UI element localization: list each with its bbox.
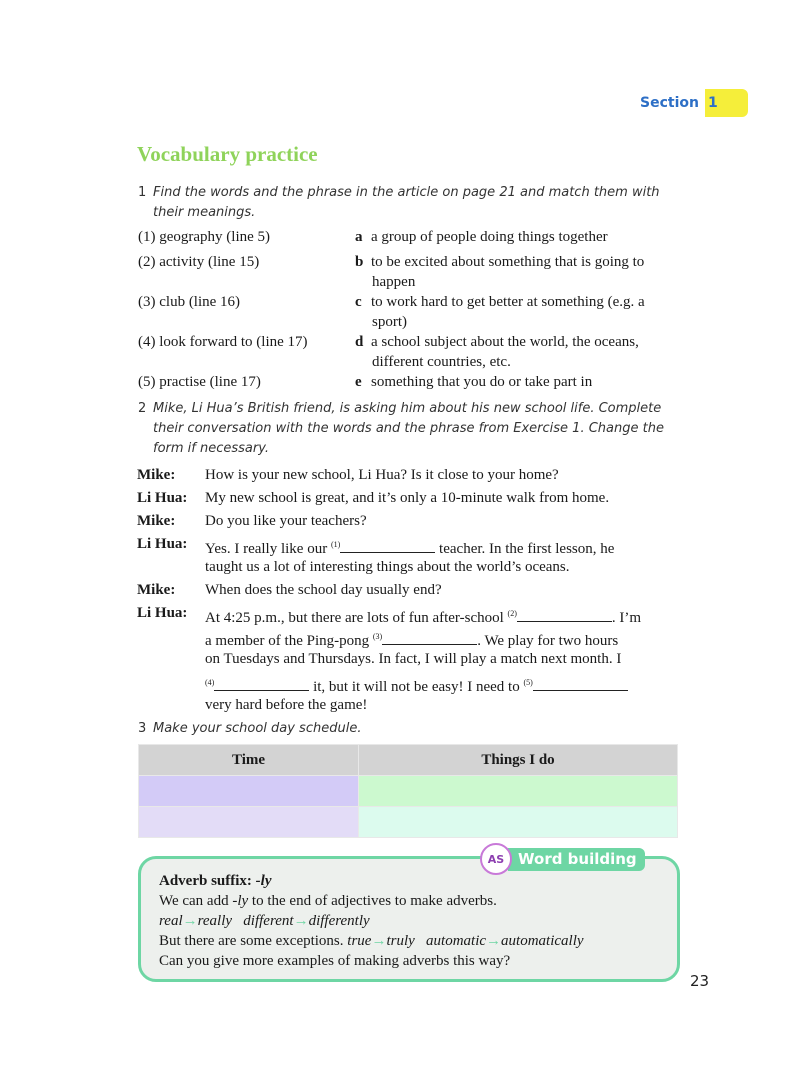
- exercise-1-number: 1: [138, 185, 147, 200]
- blank-3[interactable]: [382, 630, 477, 645]
- word-building-icon: AS: [480, 843, 512, 875]
- match-left-item: (4) look forward to (line 17): [138, 334, 308, 350]
- column-header-time: Time: [139, 745, 359, 776]
- blank-2[interactable]: [517, 607, 612, 622]
- match-letter: e: [355, 374, 362, 390]
- heading-text: Adverb suffix:: [159, 873, 256, 889]
- word-building-question: Can you give more examples of making adverbs this way?: [159, 953, 511, 969]
- dialogue-segment: Yes. I really like our: [205, 541, 331, 557]
- heading-suffix: -ly: [255, 873, 272, 889]
- dialogue-segment: a member of the Ping-pong: [205, 633, 373, 649]
- word-building-line: [159, 891, 497, 911]
- match-left-item: (2) activity (line 15): [138, 254, 260, 270]
- match-meaning: to work hard to get better at something (e.g. a: [371, 294, 645, 310]
- speaker-lihua: Li Hua:: [137, 536, 188, 552]
- things-cell[interactable]: [359, 776, 678, 807]
- dialogue-text: How is your new school, Li Hua? Is it close to your home?: [205, 467, 559, 483]
- dialogue-segment: . We play for two hours: [477, 633, 619, 649]
- match-letter: a: [355, 229, 363, 245]
- example-word: differently: [308, 913, 370, 929]
- line-suffix: -ly: [232, 893, 249, 909]
- word-building-box: [138, 856, 680, 982]
- match-right-item: [355, 227, 675, 247]
- blank-number: (3): [372, 632, 383, 641]
- line-segment: We can add: [159, 893, 233, 909]
- exercise-2-number: 2: [138, 401, 147, 416]
- word-building-label: Word building: [508, 848, 645, 871]
- table-header-row: [139, 745, 678, 776]
- exercise-1-text: Find the words and the phrase in the article on page 21 and match them with their meanings.: [153, 185, 660, 220]
- dialogue-segment: At 4:25 p.m., but there are lots of fun after-school: [205, 610, 508, 626]
- example-word: automatic: [426, 933, 487, 949]
- line-segment: But there are some exceptions.: [159, 933, 348, 949]
- speaker-lihua: Li Hua:: [137, 490, 188, 506]
- match-letter: d: [355, 334, 364, 350]
- speaker-lihua: Li Hua:: [137, 605, 188, 621]
- exercise-3-text: Make your school day schedule.: [153, 721, 362, 736]
- exercise-2-text: Mike, Li Hua’s British friend, is asking him about his new school life. Complete their conversation with the words and the phrase from Exercise 1. Change the form if necessary.: [153, 401, 664, 456]
- match-meaning: to be excited about something that is going to: [371, 254, 645, 270]
- match-meaning: something that you do or take part in: [371, 374, 593, 390]
- exercise-3-number: 3: [138, 721, 147, 736]
- dialogue-text: on Tuesdays and Thursdays. In fact, I will play a match next month. I: [205, 651, 622, 667]
- dialogue-text: taught us a lot of interesting things about the world’s oceans.: [205, 559, 570, 575]
- blank-number: (4): [205, 678, 215, 687]
- match-right-item: [355, 292, 675, 332]
- table-row: [139, 776, 678, 807]
- dialogue-text: very hard before the game!: [205, 697, 368, 713]
- word-building-heading: [159, 871, 272, 891]
- match-meaning-cont: sport): [372, 314, 407, 330]
- blank-5[interactable]: [533, 676, 628, 691]
- match-right-item: [355, 372, 675, 392]
- example-word: real: [159, 913, 183, 929]
- match-right-item: [355, 332, 675, 372]
- blank-number: (5): [523, 678, 533, 687]
- page-title: Vocabulary practice: [137, 142, 318, 166]
- exercise-1-instruction: [138, 183, 678, 223]
- things-cell[interactable]: [359, 807, 678, 838]
- blank-4[interactable]: [214, 676, 309, 691]
- speaker-mike: Mike:: [137, 582, 176, 598]
- match-meaning: a school subject about the world, the oceans,: [371, 334, 639, 350]
- match-left-item: (1) geography (line 5): [138, 229, 271, 245]
- word-building-badge: [480, 847, 645, 871]
- match-meaning-cont: different countries, etc.: [372, 354, 511, 370]
- dialogue-segment: it, but it will not be easy! I need to: [309, 679, 524, 695]
- word-building-exceptions: [159, 931, 584, 951]
- arrow-icon: →: [486, 933, 502, 949]
- page-number: 23: [690, 972, 710, 990]
- section-label: Section: [640, 95, 699, 111]
- match-meaning: a group of people doing things together: [371, 229, 608, 245]
- word-building-examples: [159, 911, 370, 931]
- line-segment: to the end of adjectives to make adverbs.: [248, 893, 497, 909]
- match-right-item: [355, 252, 675, 292]
- match-letter: b: [355, 254, 364, 270]
- example-word: automatically: [501, 933, 584, 949]
- speaker-mike: Mike:: [137, 513, 176, 529]
- section-number: 1: [705, 89, 748, 117]
- blank-number: (2): [507, 609, 517, 618]
- exercise-3-instruction: [138, 719, 678, 739]
- blank-1[interactable]: [340, 538, 435, 553]
- arrow-icon: →: [371, 933, 387, 949]
- dialogue-segment: . I’m: [611, 610, 642, 626]
- dialogue-text: Do you like your teachers?: [205, 513, 367, 529]
- speaker-mike: Mike:: [137, 467, 176, 483]
- example-word: truly: [386, 933, 415, 949]
- dialogue-segment: teacher. In the first lesson, he: [435, 541, 615, 557]
- dialogue-text: When does the school day usually end?: [205, 582, 442, 598]
- match-left-item: (5) practise (line 17): [138, 374, 261, 390]
- example-word: different: [243, 913, 294, 929]
- dialogue-text: My new school is great, and it’s only a 10-minute walk from home.: [205, 490, 610, 506]
- example-word: true: [347, 933, 372, 949]
- section-header: [640, 88, 748, 118]
- blank-number: (1): [330, 540, 341, 549]
- match-letter: c: [355, 294, 362, 310]
- match-meaning-cont: happen: [372, 274, 416, 290]
- time-cell[interactable]: [139, 807, 359, 838]
- table-row: [139, 807, 678, 838]
- example-word: really: [197, 913, 233, 929]
- time-cell[interactable]: [139, 776, 359, 807]
- exercise-2-instruction: [138, 399, 678, 459]
- column-header-things: Things I do: [359, 745, 678, 776]
- arrow-icon: →: [182, 913, 198, 929]
- schedule-table: [138, 744, 678, 838]
- arrow-icon: →: [293, 913, 309, 929]
- match-left-item: (3) club (line 16): [138, 294, 241, 310]
